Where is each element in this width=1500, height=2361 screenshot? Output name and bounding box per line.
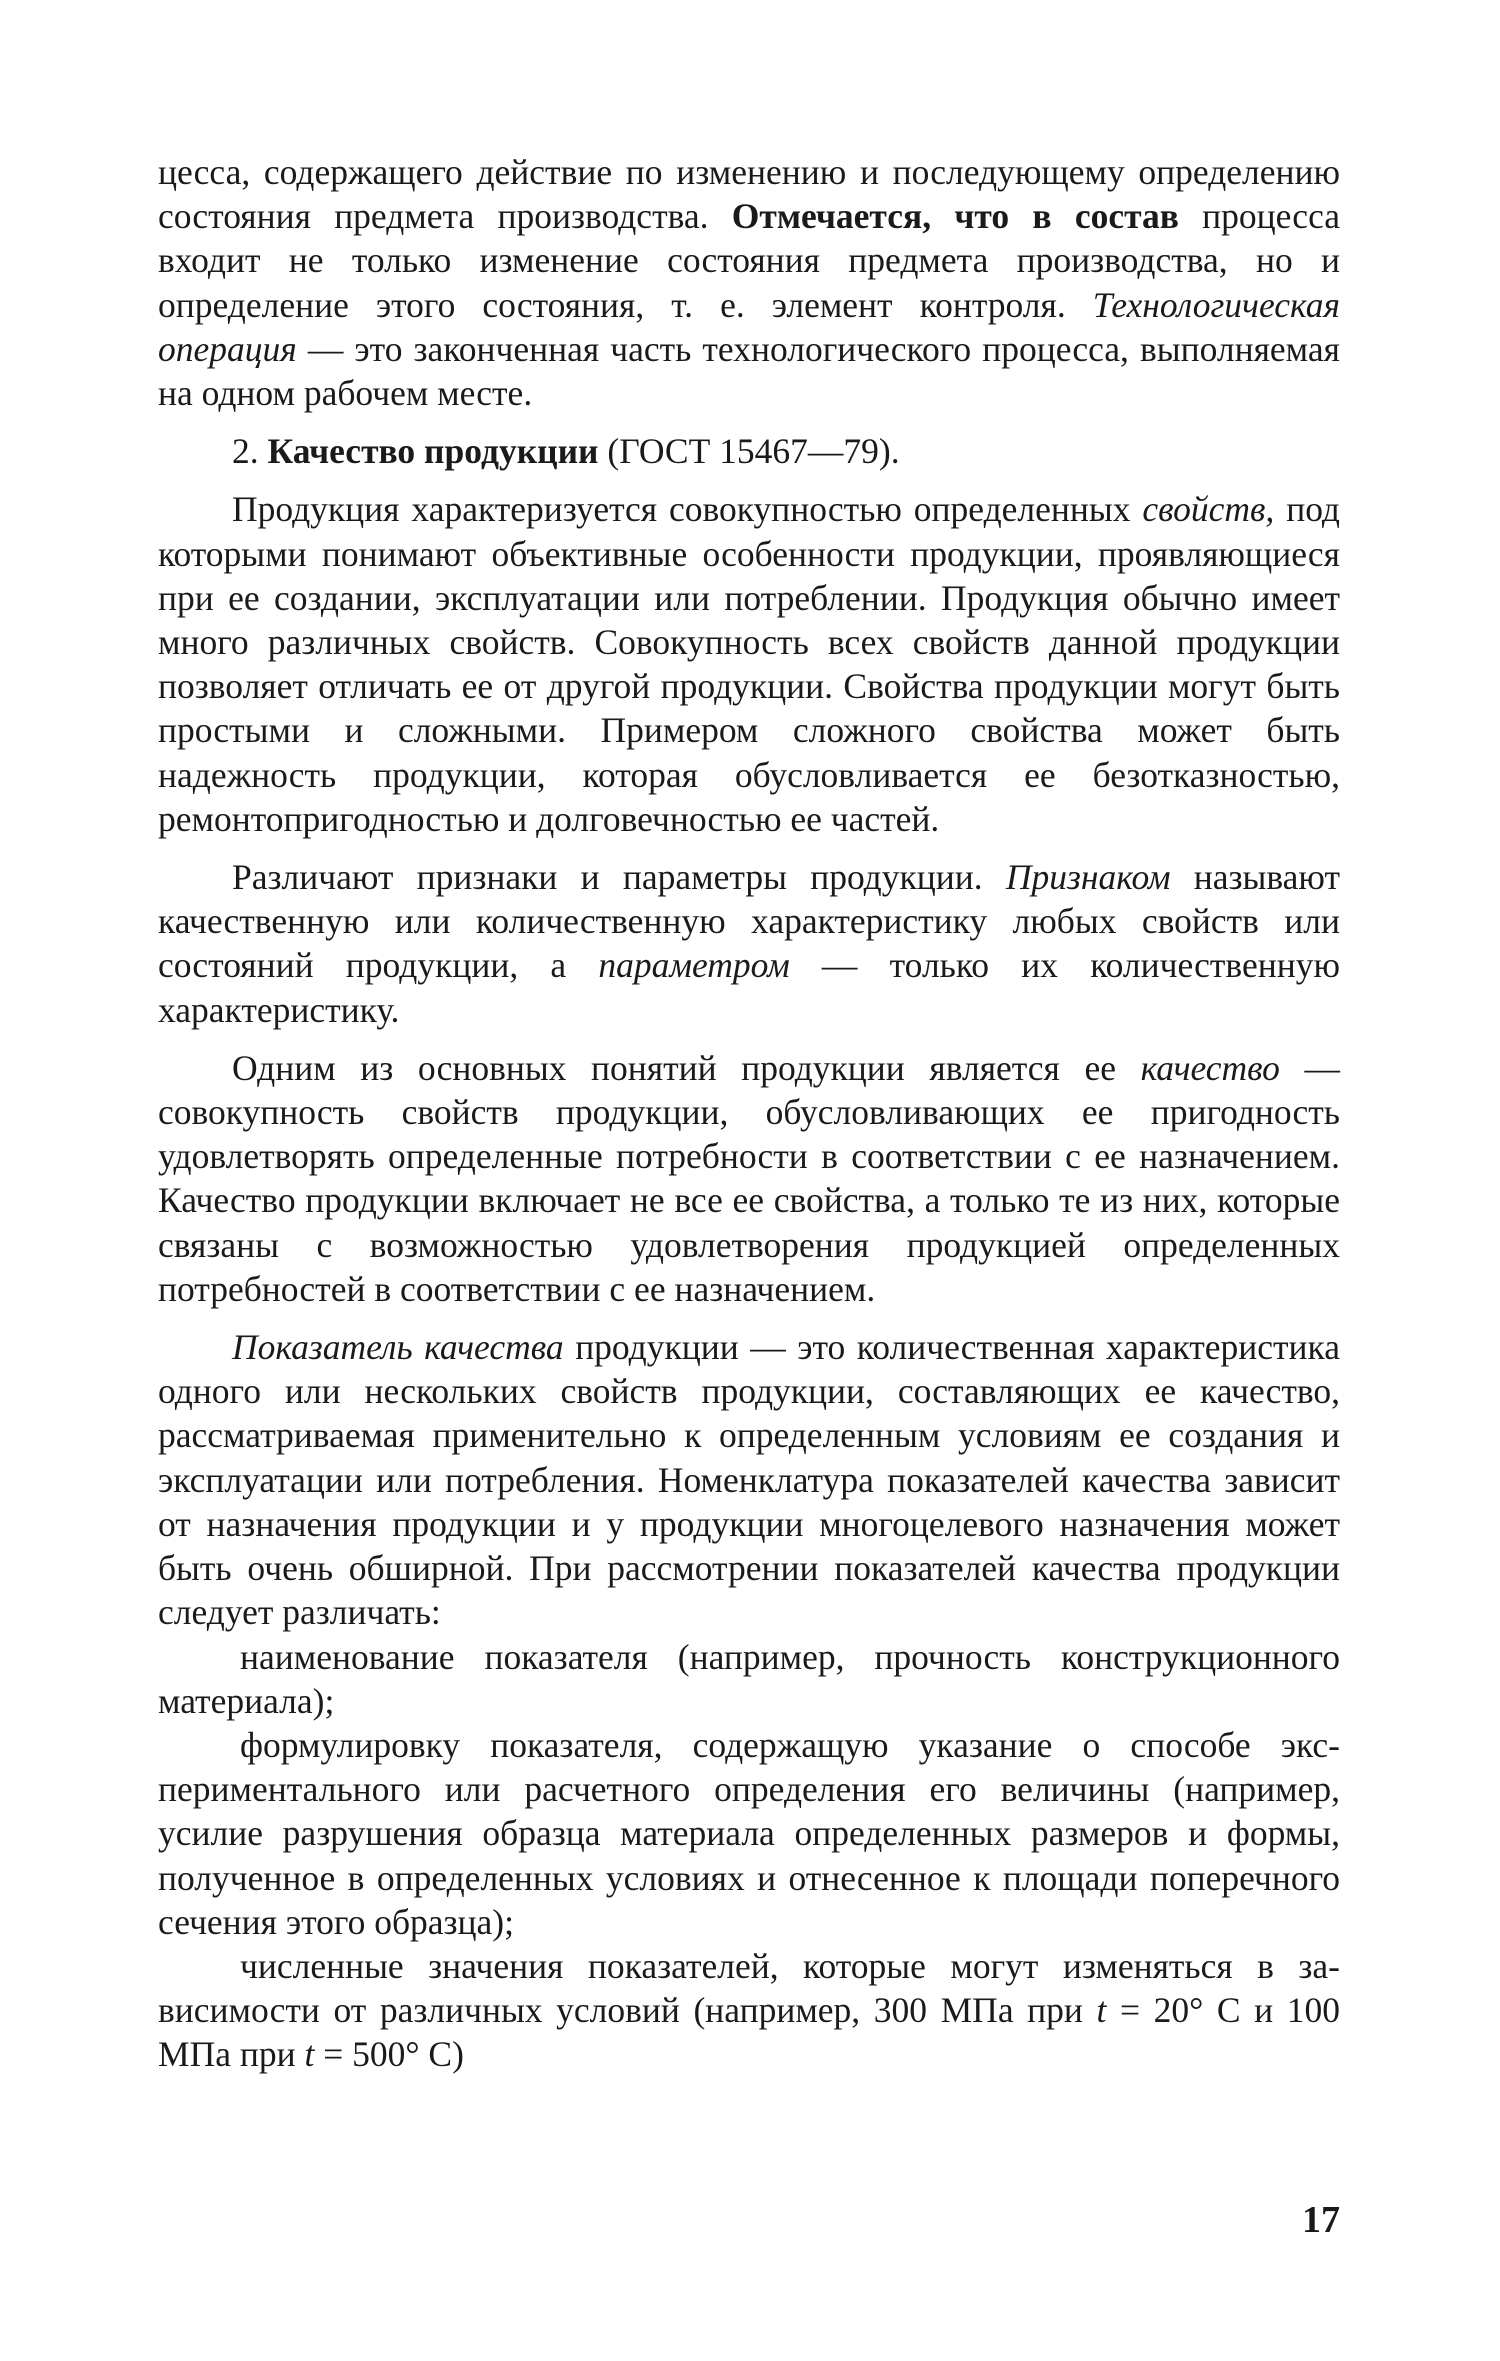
text-run: численные значения показателей, которые могут изменяться в зависимости от различных условий (например, 300 МПа при [158, 1945, 1340, 2031]
term-properties: свойств, [1142, 489, 1275, 530]
term-attribute: Признаком [1005, 857, 1171, 898]
text-run: = 20° С и 100 МПа при [158, 1990, 1340, 2075]
temperature-symbol: t [1096, 1990, 1107, 2031]
text-run: называют качественную или количественную характеристику любых свойств или состояний продукции, а [158, 857, 1340, 986]
page-number: 17 [1302, 2199, 1340, 2241]
text-run: процесса входит не только изменение состояния предмета производства, но и определение этого состояния, т. е. элемент контроля. [158, 196, 1341, 325]
section-heading [158, 429, 1340, 473]
paragraph-process-definition [158, 150, 1340, 415]
list-item-name: наименование показателя (например, прочность конструкционного материала); [158, 1636, 1340, 1721]
section-title: Качество продукции [267, 431, 599, 472]
paragraph-quality [158, 1046, 1340, 1311]
section-standard: (ГОСТ 15467—79). [598, 431, 900, 472]
list-item-formulation: формулировку показателя, содержащую указание о способе экспериментального или расчетного определения его величины (например, усилие разрушения образца материала определенных размеров и формы, полученное в определенных условиях и отнесенное к площади поперечного сечения этого образца); [158, 1724, 1340, 1942]
text-run: Продукция характеризуется совокупностью определенных [232, 489, 1143, 530]
text-run: = 500° С) [314, 2034, 464, 2075]
term-quality-index: Показатель качества [232, 1327, 564, 1368]
text-run: продукции — это количественная характеристика одного или нескольких свойств продукции, составляющих ее качество, рассматриваемая применительно к определенным условиям ее создания и эксплуатации или потребления. Номенклатура показателей качества зависит от назначения продукции и у продукции многоцелевого назначения может быть очень обширной. При рассмотрении показателей качества продукции следует различать: [158, 1327, 1340, 1633]
page-body [158, 150, 1340, 2077]
text-run: — это законченная часть технологического процесса, выполняемая на одном рабочем месте. [158, 328, 1340, 414]
text-run: цесса, содержащего действие по изменению и последующему определению состояния предмета производства. [158, 152, 1340, 237]
term-technological-operation: Технологическая операция [158, 284, 1340, 369]
list-item-values [158, 1944, 1340, 2077]
paragraph-properties [158, 487, 1340, 841]
temperature-symbol: t [304, 2034, 315, 2075]
bold-run: Отмечается, что в состав [731, 196, 1179, 237]
text-run: Различают признаки и параметры продукции. [232, 857, 1006, 898]
text-run: Одним из основных понятий продукции является ее [232, 1047, 1141, 1088]
text-run: — совокупность свойств продукции, обусловливающих ее пригодность удовлетворять определенные потребности в соответствии с ее назначением. Качество продукции включает не все ее свойства, а только те из них, которые связаны с возможностью удовлетворения продукцией определенных потребностей в соответствии с ее назначением. [158, 1047, 1340, 1309]
paragraph-quality-index [158, 1325, 1340, 1634]
paragraph-attributes [158, 855, 1340, 1032]
section-number: 2. [232, 431, 268, 472]
text-run: под которыми понимают объективные особенности продукции, проявляющиеся при ее создании, эксплуатации или потреблении. Продукция обычно имеет много различных свойств. Совокупность всех свойств данной продукции позволяет отличать ее от другой продукции. Свойства продукции могут быть простыми и сложными. Примером сложного свойства может быть надежность продукции, которая обусловливается ее безотказностью, ремонтопригодностью и долговечностью ее частей. [158, 489, 1340, 839]
text-run: — только их количественную характеристику. [158, 945, 1340, 1030]
term-quality: качество [1140, 1047, 1280, 1088]
term-parameter: параметром [598, 945, 790, 986]
